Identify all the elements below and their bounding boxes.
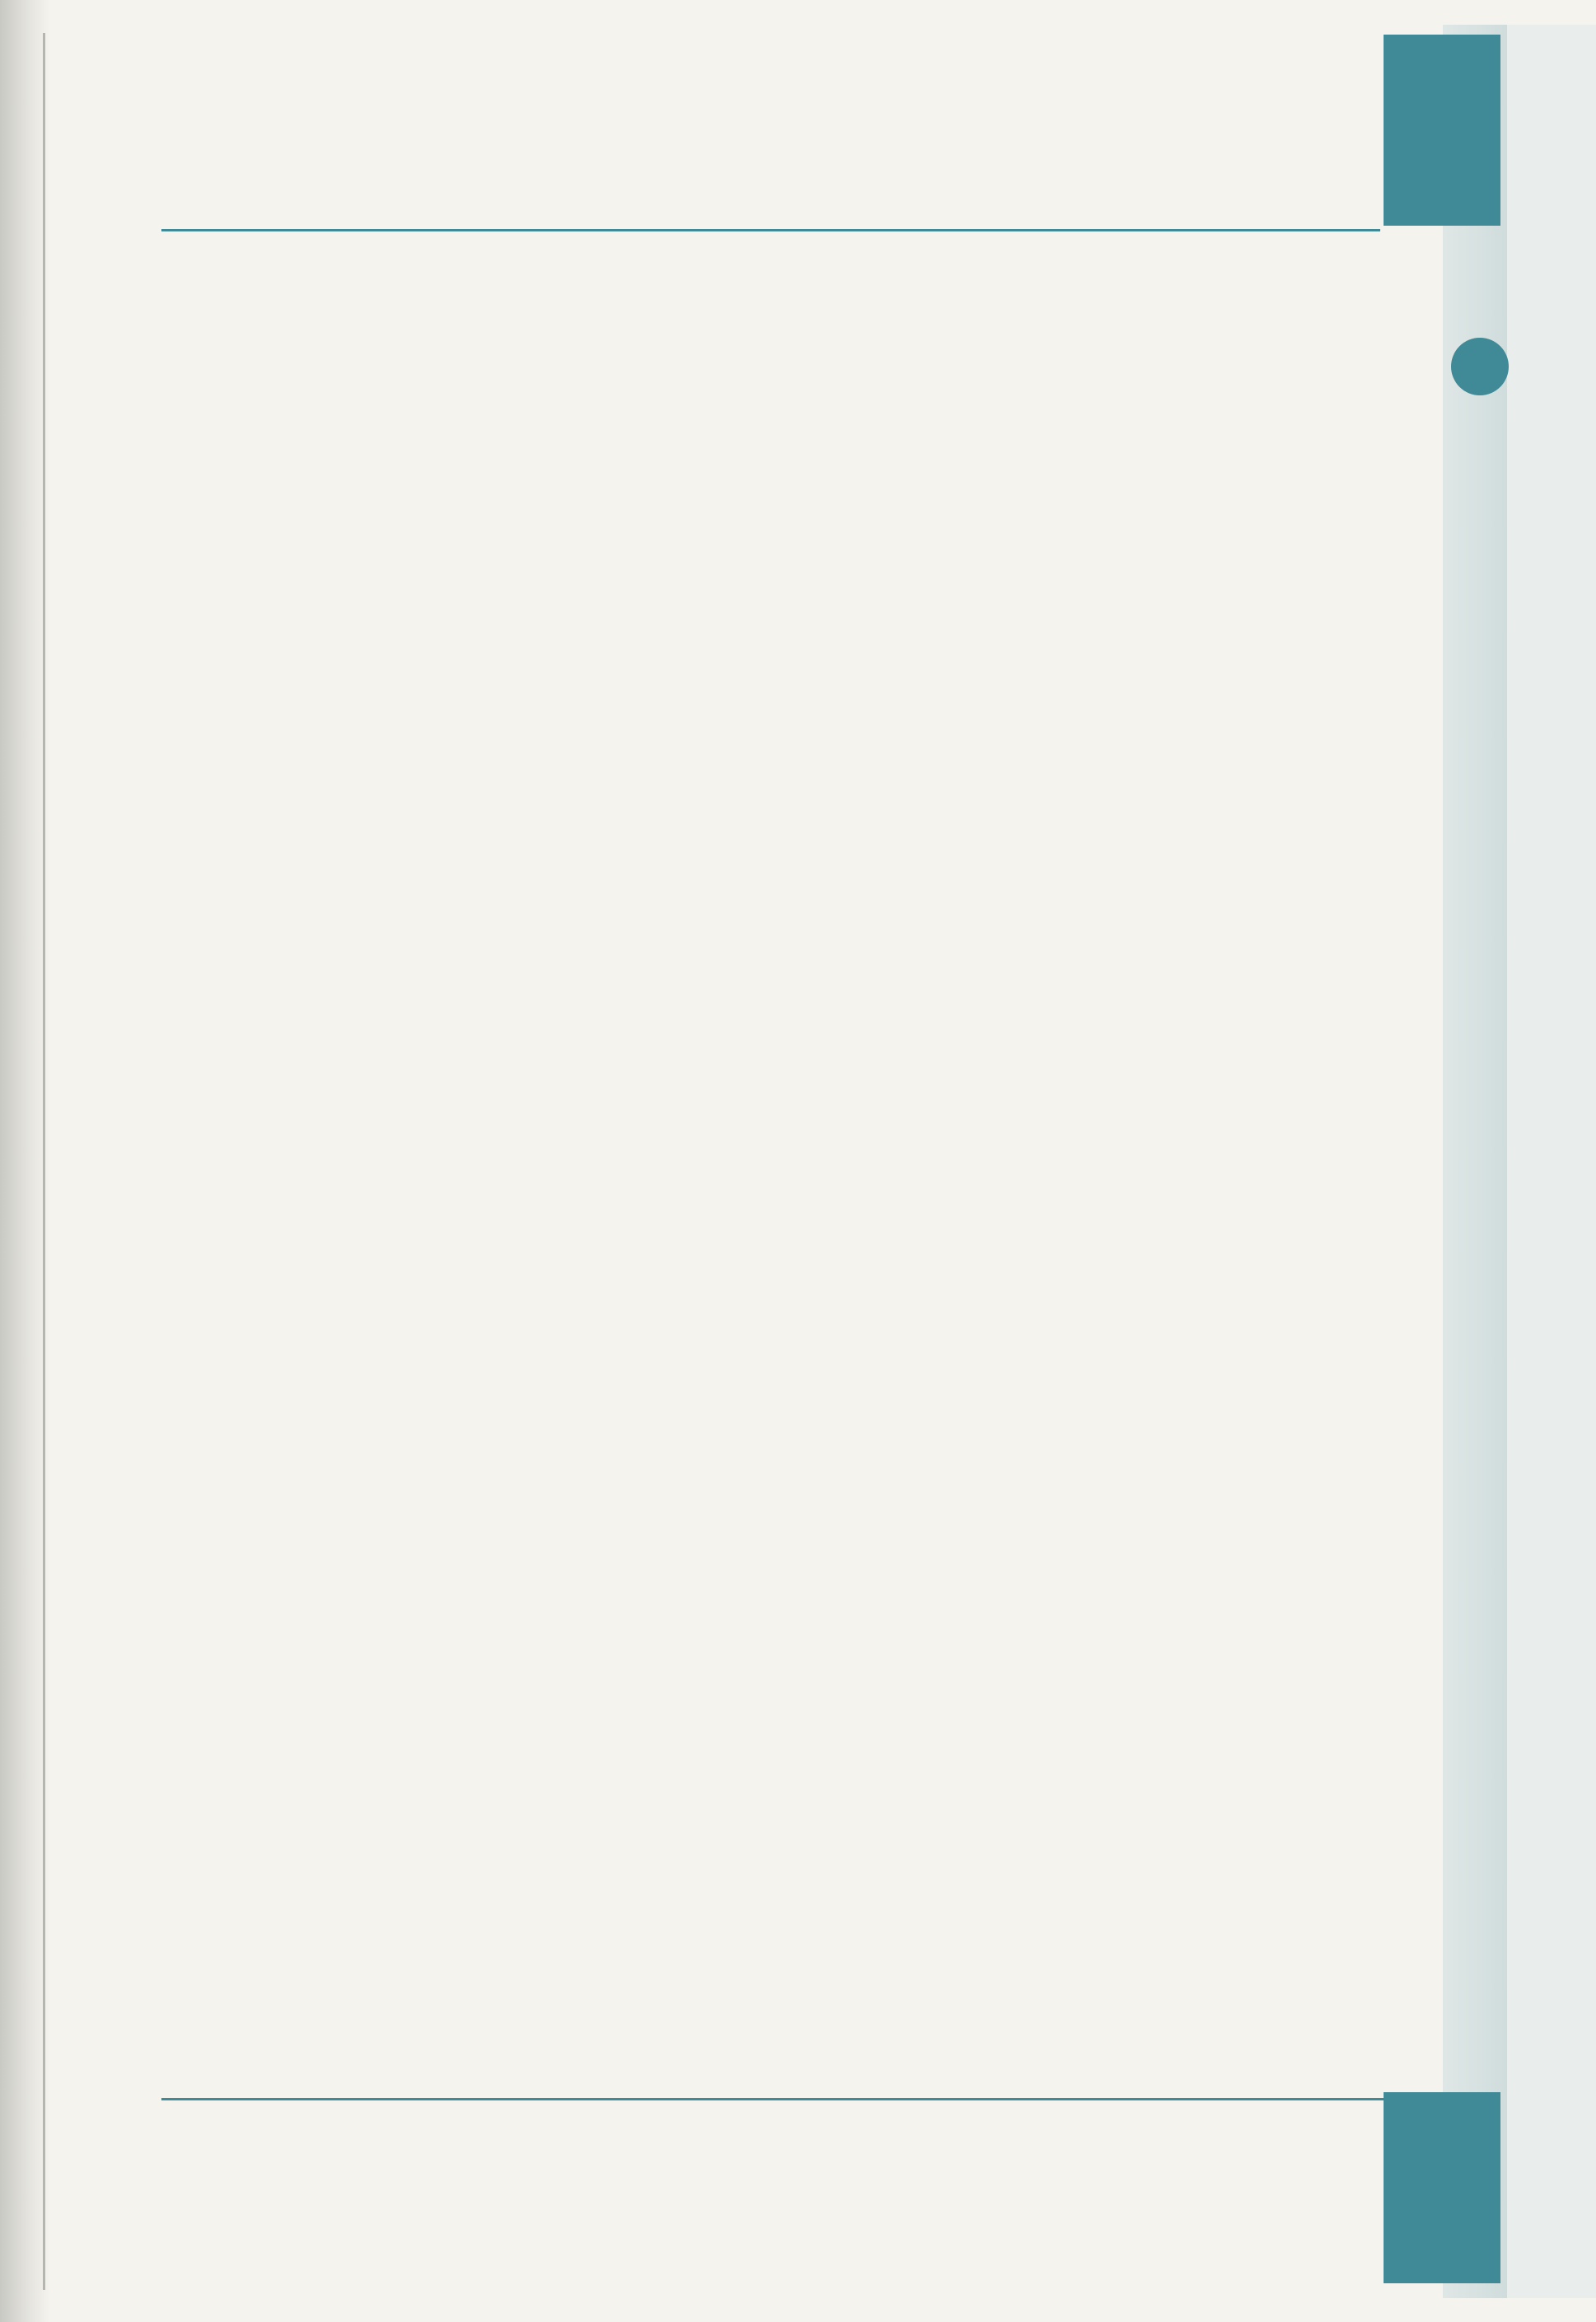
section-tab: [1384, 35, 1500, 226]
figure-21-5: [478, 544, 1071, 890]
footer-rule: [161, 2098, 1384, 2100]
page-right-edge: [1507, 25, 1596, 2298]
page-fold-line: [43, 33, 45, 2290]
question-icon: [1451, 338, 1509, 395]
page-number-tab: [1384, 2092, 1500, 2283]
header-rule: [161, 229, 1380, 231]
page-left-shadow: [0, 0, 49, 2322]
